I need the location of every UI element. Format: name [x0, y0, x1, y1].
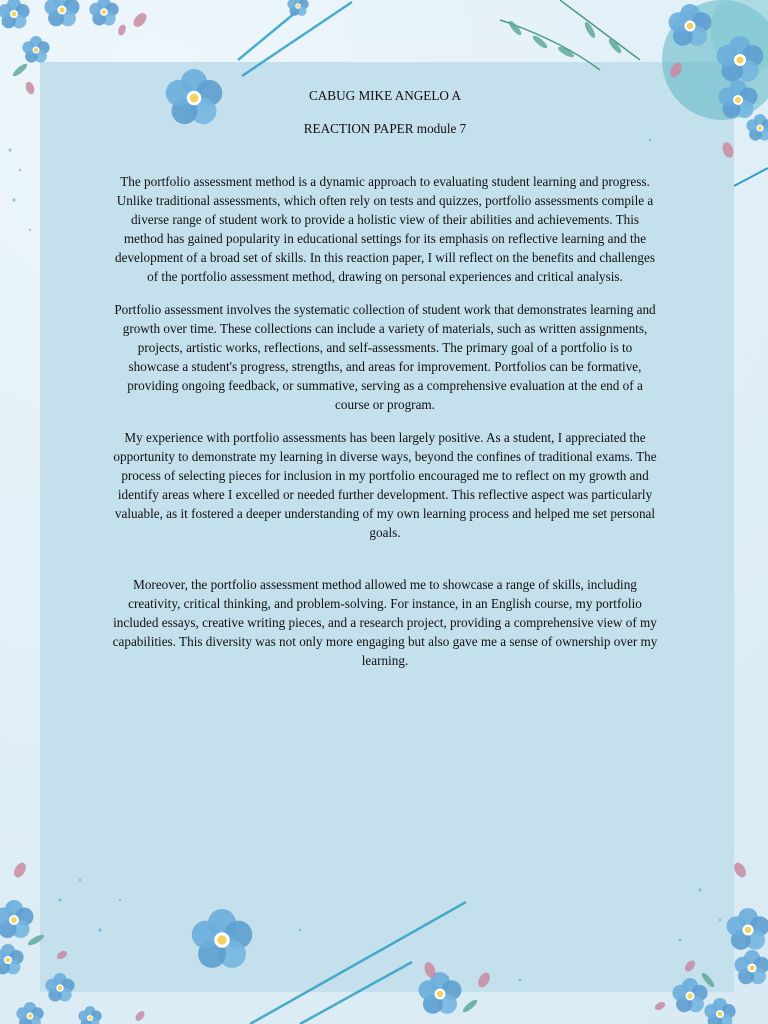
paragraph-4: Moreover, the portfolio assessment method allowed me to showcase a range of skills, including creativity, critical thinking, and problem-solving. For instance, in an English course, my portfolio included essays, creative writing pieces, and a research project, providing a comprehensive view of my capabilities. This diversity was not only more engaging but also gave me a sense of ownership over my learning.: [112, 577, 658, 668]
paper-title: REACTION PAPER module 7: [303, 121, 467, 136]
paragraph-1: The portfolio assessment method is a dynamic approach to evaluating student learning and progress. Unlike traditional assessments, which often rely on tests and quizzes, portfolio assessments compile a diverse range of student work to provide a holistic view of their abilities and achievements. This method has gained popularity in educational settings for its emphasis on reflective learning and the development of a broad set of skills. In this reaction paper, I will reflect on the benefits and challenges of the portfolio assessment method, drawing on personal experiences and critical analysis.: [115, 174, 655, 284]
paragraph-3: My experience with portfolio assessments has been largely positive. As a student, I appreciated the opportunity to demonstrate my learning in diverse ways, beyond the confines of traditional exams. The process of selecting pieces for inclusion in my portfolio encouraged me to reflect on my growth and identify areas where I excelled or needed further development. This reflective aspect was particularly valuable, as it fostered a deeper understanding of my own learning process and helped me set personal goals.: [113, 430, 657, 540]
author-name: CABUG MIKE ANGELO A: [308, 88, 462, 103]
document-body: [112, 86, 658, 684]
paragraph-2: Portfolio assessment involves the systematic collection of student work that demonstrates learning and growth over time. These collections can include a variety of materials, such as written assignments, projects, artistic works, reflections, and self-assessments. The primary goal of a portfolio is to showcase a student's progress, strengths, and areas for improvement. Portfolios can be formative, providing ongoing feedback, or summative, serving as a comprehensive evaluation at the end of a course or program.: [114, 302, 656, 412]
